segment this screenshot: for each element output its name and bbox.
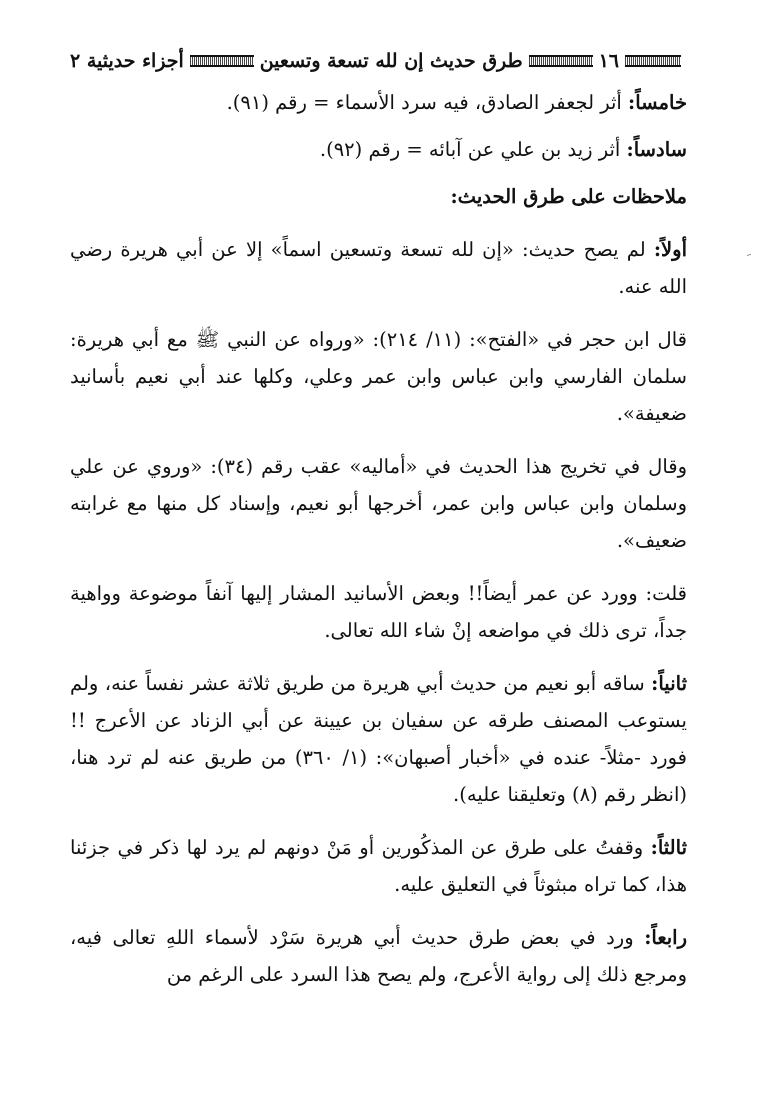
series-title: أجزاء حديثية ٢	[69, 50, 184, 72]
paragraph-fifth	[70, 84, 687, 121]
margin-mark: ﹶ	[746, 252, 751, 268]
paragraph-lead: أولاً:	[653, 238, 687, 261]
paragraph-lead: رابعاً:	[644, 926, 687, 949]
paragraph-first	[70, 231, 687, 305]
paragraph-amali	[70, 448, 687, 559]
header-rule-middle	[529, 55, 593, 67]
paragraph-text: قلت: وورد عن عمر أيضاً!! وبعض الأسانيد المشار إليها آنفاً موضوعة وواهية جداً، ترى ذلك في مواضعه إنْ شاء الله تعالى.	[70, 582, 687, 642]
section-heading	[70, 178, 687, 215]
paragraph-lead: سادساً:	[626, 138, 687, 161]
text-body	[70, 84, 687, 993]
paragraph-qultu	[70, 575, 687, 649]
book-title: طرق حديث إن لله تسعة وتسعين	[259, 50, 523, 72]
running-header	[70, 44, 687, 78]
paragraph-text: لم يصح حديث: «إن لله تسعة وتسعين اسماً» إلا عن أبي هريرة رضي الله عنه.	[70, 238, 687, 298]
paragraph-text: أثر لجعفر الصادق، فيه سرد الأسماء = رقم (٩١).	[226, 91, 629, 114]
page-number: ١٦	[598, 50, 619, 72]
section-heading-text: ملاحظات على طرق الحديث:	[450, 185, 687, 208]
header-rule-left-middle	[190, 55, 254, 67]
paragraph-text: قال ابن حجر في «الفتح»: (١١/ ٢١٤): «ورواه عن النبي ﷺ مع أبي هريرة: سلمان الفارسي وابن عباس وابن عمر وعلي، وكلها عند أبي نعيم بأسانيد ضعيفة».	[70, 328, 687, 425]
paragraph-lead: ثالثاً:	[650, 836, 687, 859]
paragraph-sixth	[70, 131, 687, 168]
paragraph-text: ساقه أبو نعيم من حديث أبي هريرة من طريق ثلاثة عشر نفساً عنه، ولم يستوعب المصنف طرقه عن سفيان بن عيينة عن أبي الزناد عن الأعرج !! فورد -مثلاً- عنده في «أخبار أصبهان»: (١/ ٣٦٠) من طريق عنه لم ترد هنا، (انظر رقم (٨) وتعليقنا عليه).	[70, 672, 687, 806]
paragraph-text: وقال في تخريج هذا الحديث في «أماليه» عقب رقم (٣٤): «وروي عن علي وسلمان وابن عباس وابن عمر، أخرجها أبو نعيم، وإسناد كل منها مع غرابته ضعيف».	[70, 455, 687, 552]
paragraph-text: وقفتُ على طرق عن المذكُورين أو مَنْ دونهم لم يرد لها ذكر في جزئنا هذا، كما تراه مبثوثاً في التعليق عليه.	[70, 836, 687, 896]
paragraph-second	[70, 665, 687, 813]
paragraph-fourth	[70, 919, 687, 993]
header-rule-right	[625, 55, 681, 67]
paragraph-third	[70, 829, 687, 903]
paragraph-text: ورد في بعض طرق حديث أبي هريرة سَرْد لأسماء اللهِ تعالى فيه، ومرجع ذلك إلى رواية الأعرج، ولم يصح هذا السرد على الرغم من	[70, 926, 687, 986]
paragraph-ibn-hajar	[70, 321, 687, 432]
paragraph-lead: خامساً:	[628, 91, 687, 114]
paragraph-text: أثر زيد بن علي عن آبائه = رقم (٩٢).	[319, 138, 627, 161]
paragraph-lead: ثانياً:	[651, 672, 687, 695]
